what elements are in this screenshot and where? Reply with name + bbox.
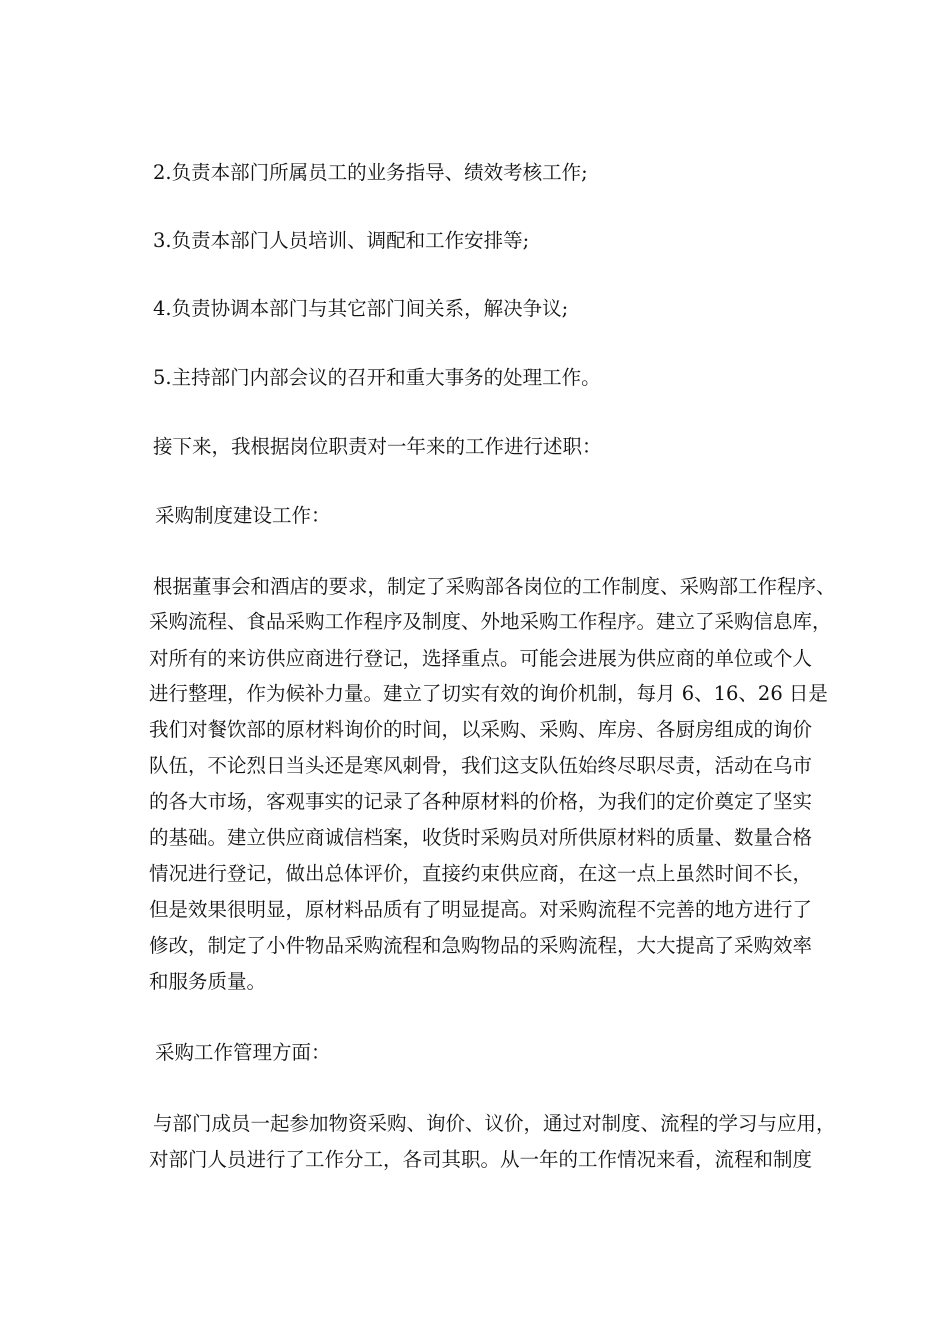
duty-item-2: 2.负责本部门所属员工的业务指导、绩效考核工作; [153, 161, 588, 184]
intro-paragraph: 接下来，我根据岗位职责对一年来的工作进行述职： [153, 435, 602, 458]
paragraph-line: 但是效果很明显，原材料品质有了明显提高。对采购流程不完善的地方进行了 [149, 898, 813, 921]
paragraph-line: 修改，制定了小件物品采购流程和急购物品的采购流程，大大提高了采购效率 [149, 934, 813, 957]
paragraph-line: 与部门成员一起参加物资采购、询价、议价，通过对制度、流程的学习与应用， [153, 1112, 836, 1135]
section-heading-procurement-management: 采购工作管理方面： [155, 1041, 331, 1064]
paragraph-line: 对部门人员进行了工作分工，各司其职。从一年的工作情况来看，流程和制度 [149, 1148, 813, 1171]
section-heading-procurement-system: 采购制度建设工作： [155, 504, 331, 527]
duty-item-3: 3.负责本部门人员培训、调配和工作安排等; [153, 229, 530, 252]
paragraph-line: 和服务质量。 [149, 970, 267, 993]
paragraph-line: 的各大市场，客观事实的记录了各种原材料的价格，为我们的定价奠定了坚实 [149, 790, 813, 813]
duty-item-5: 5.主持部门内部会议的召开和重大事务的处理工作。 [153, 366, 601, 389]
paragraph-line: 根据董事会和酒店的要求，制定了采购部各岗位的工作制度、采购部工作程序、 [153, 575, 836, 598]
paragraph-line: 队伍，不论烈日当头还是寒风刺骨，我们这支队伍始终尽职尽责，活动在乌市 [149, 754, 813, 777]
duty-item-4: 4.负责协调本部门与其它部门间关系，解决争议; [153, 297, 569, 320]
paragraph-line: 情况进行登记，做出总体评价，直接约束供应商，在这一点上虽然时间不长， [149, 862, 813, 885]
paragraph-line: 我们对餐饮部的原材料询价的时间，以采购、采购、库房、各厨房组成的询价 [149, 718, 813, 741]
paragraph-line: 进行整理，作为候补力量。建立了切实有效的询价机制，每月 6、16、26 日是 [149, 682, 828, 705]
paragraph-line: 采购流程、食品采购工作程序及制度、外地采购工作程序。建立了采购信息库， [149, 610, 832, 633]
paragraph-line: 对所有的来访供应商进行登记，选择重点。可能会进展为供应商的单位或个人 [149, 647, 813, 670]
paragraph-line: 的基础。建立供应商诚信档案，收货时采购员对所供原材料的质量、数量合格 [149, 826, 813, 849]
